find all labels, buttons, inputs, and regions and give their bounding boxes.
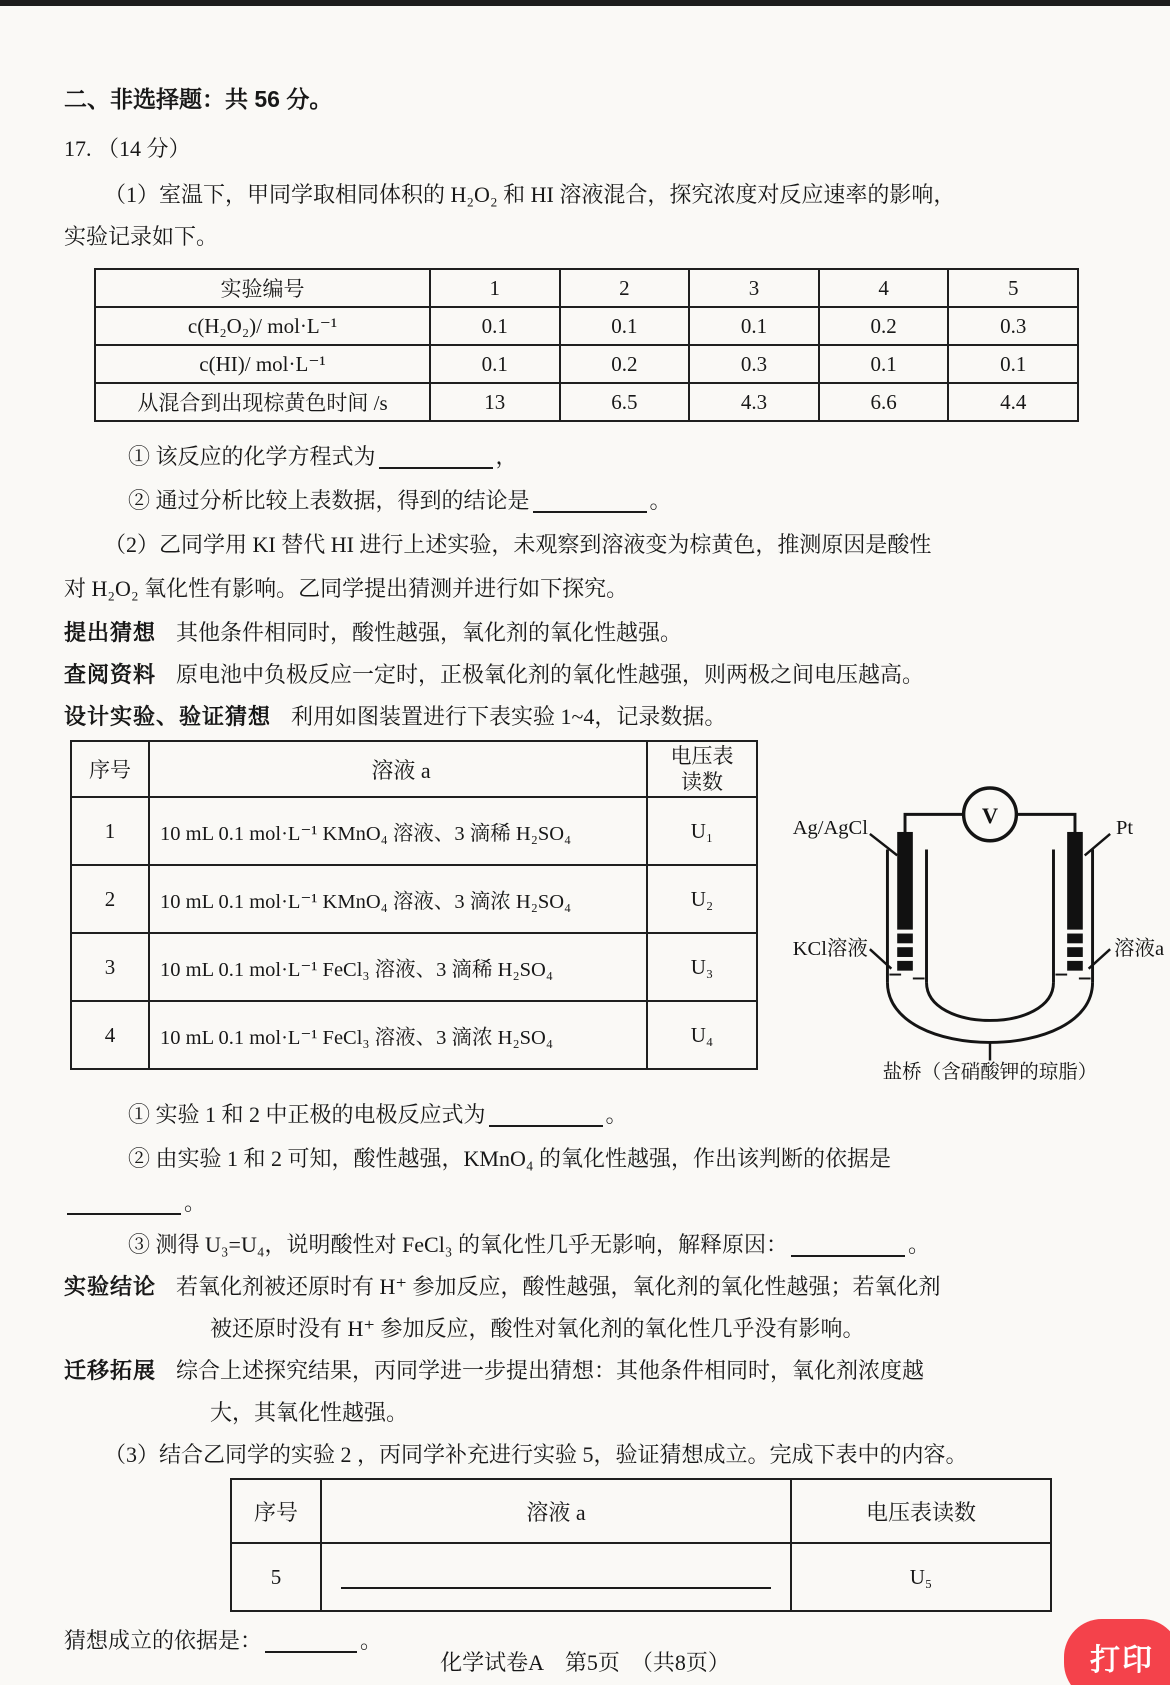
scan-top-edge bbox=[0, 0, 1170, 6]
table-row bbox=[95, 345, 1078, 383]
table-header-cell: 5 bbox=[948, 269, 1078, 307]
table-row bbox=[231, 1479, 1051, 1543]
table-cell: 0.3 bbox=[948, 307, 1078, 345]
table-row bbox=[71, 933, 757, 1001]
reference-label: 查阅资料 bbox=[64, 662, 157, 687]
table-cell: 0.3 bbox=[689, 345, 819, 383]
salt-bridge-inner bbox=[927, 982, 1054, 1020]
left-wire bbox=[905, 814, 965, 837]
table-cell: c(H₂O₂)/ mol·L⁻¹ bbox=[95, 307, 430, 345]
table-cell: 6.6 bbox=[819, 383, 949, 421]
right-wire bbox=[1015, 814, 1075, 837]
transfer-line2: 大，其氧化性越强。 bbox=[210, 1400, 409, 1425]
utube-apparatus-diagram bbox=[780, 744, 1170, 1084]
answer-blank bbox=[489, 1102, 603, 1127]
table-cell: 0.2 bbox=[560, 345, 690, 383]
table-cell: 0.1 bbox=[948, 345, 1078, 383]
table-cell: 4.3 bbox=[689, 383, 819, 421]
section-heading: 二、非选择题：共 56 分。 bbox=[64, 86, 333, 112]
salt-bridge-label: 盐桥（含硝酸钾的琼脂） bbox=[882, 1062, 1098, 1084]
table-header-cell: 电压表读数 bbox=[791, 1479, 1051, 1543]
design-label: 设计实验、验证猜想 bbox=[64, 704, 272, 729]
table-header-cell: 电压表 读数 bbox=[647, 741, 757, 797]
left-solution-label: KCl溶液 bbox=[792, 938, 868, 961]
table-cell: U₅ bbox=[791, 1543, 1051, 1611]
answer-blank bbox=[67, 1190, 181, 1215]
part1-question-2: ② 通过分析比较上表数据，得到的结论是 。 bbox=[128, 488, 672, 513]
answer-blank bbox=[341, 1564, 771, 1588]
conclusion-label: 实验结论 bbox=[64, 1274, 157, 1299]
experiment5-table bbox=[230, 1478, 1052, 1612]
reference-line: 查阅资料 原电池中负极反应一定时，正极氧化剂的氧化性越强，则两极之间电压越高。 bbox=[64, 662, 925, 687]
table-cell: U₄ bbox=[647, 1001, 757, 1069]
table-row bbox=[231, 1543, 1051, 1611]
experiment-and-diagram bbox=[70, 740, 1165, 1084]
table-cell: 0.1 bbox=[560, 307, 690, 345]
table-cell: 0.1 bbox=[430, 345, 560, 383]
table-header-cell: 实验编号 bbox=[95, 269, 430, 307]
conclusion-line1: 实验结论 若氧化剂被还原时有 H⁺ 参加反应，酸性越强，氧化剂的氧化性越强；若氧化剂 bbox=[64, 1274, 941, 1299]
transfer-line1: 迁移拓展 综合上述探究结果，丙同学进一步提出猜想：其他条件相同时，氧化剂浓度越 bbox=[64, 1358, 925, 1383]
table-cell: 4 bbox=[71, 1001, 149, 1069]
voltage-experiment-table bbox=[70, 740, 758, 1070]
left-electrode-label: Ag/AgCl bbox=[792, 816, 868, 839]
transfer-label: 迁移拓展 bbox=[64, 1358, 157, 1383]
table-row bbox=[95, 269, 1078, 307]
design-line: 设计实验、验证猜想 利用如图装置进行下表实验 1~4，记录数据。 bbox=[64, 704, 727, 729]
table-cell: U₁ bbox=[647, 797, 757, 865]
part1-question-1: ① 该反应的化学方程式为 ， bbox=[128, 444, 518, 469]
part1-intro-line1: （1）室温下，甲同学取相同体积的 H₂O₂ 和 HI 溶液混合，探究浓度对反应速率的影响， bbox=[104, 182, 956, 207]
table-cell: U₂ bbox=[647, 865, 757, 933]
table-row bbox=[71, 797, 757, 865]
table-cell: 4.4 bbox=[948, 383, 1078, 421]
table-cell: 1 bbox=[71, 797, 149, 865]
table-header-cell: 序号 bbox=[231, 1479, 321, 1543]
table-row bbox=[71, 865, 757, 933]
table-cell: 10 mL 0.1 mol·L⁻¹ FeCl₃ 溶液、3 滴稀 H₂SO₄ bbox=[149, 933, 647, 1001]
table-cell: 10 mL 0.1 mol·L⁻¹ FeCl₃ 溶液、3 滴浓 H₂SO₄ bbox=[149, 1001, 647, 1069]
part1-intro-line2: 实验记录如下。 bbox=[64, 224, 219, 249]
right-electrode-label: Pt bbox=[1116, 816, 1134, 839]
table-cell: 6.5 bbox=[560, 383, 690, 421]
part2-question-1: ① 实验 1 和 2 中正极的电极反应式为 。 bbox=[128, 1102, 628, 1127]
page-content bbox=[64, 84, 1165, 1656]
question-number: 17. （14 分） bbox=[64, 136, 191, 161]
table-header-cell: 1 bbox=[430, 269, 560, 307]
table-header-cell: 序号 bbox=[71, 741, 149, 797]
print-button[interactable]: 打印 bbox=[1064, 1619, 1170, 1685]
table-cell: c(HI)/ mol·L⁻¹ bbox=[95, 345, 430, 383]
table-cell: 2 bbox=[71, 865, 149, 933]
table-cell: 3 bbox=[71, 933, 149, 1001]
table-cell: 0.1 bbox=[819, 345, 949, 383]
part2-intro-line2: 对 H₂O₂ 氧化性有影响。乙同学提出猜测并进行如下探究。 bbox=[64, 576, 629, 601]
table-row bbox=[71, 1001, 757, 1069]
part2-intro-line1: （2）乙同学用 KI 替代 HI 进行上述实验，未观察到溶液变为棕黄色，推测原因是酸性 bbox=[104, 532, 932, 557]
salt-bridge-outer bbox=[887, 982, 1092, 1042]
answer-blank bbox=[791, 1232, 905, 1257]
table-cell: 5 bbox=[231, 1543, 321, 1611]
right-electrode-bar bbox=[1067, 832, 1083, 930]
guess-line: 提出猜想 其他条件相同时，酸性越强，氧化剂的氧化性越强。 bbox=[64, 620, 683, 645]
table-header-cell: 溶液 a bbox=[321, 1479, 791, 1543]
right-solution-label: 溶液a bbox=[1114, 938, 1165, 961]
page-footer: 化学试卷A 第5页 （共8页） bbox=[440, 1650, 730, 1675]
part2-question-2-continuation: 。 bbox=[64, 1188, 1114, 1218]
table-cell: 从混合到出现棕黄色时间 /s bbox=[95, 383, 430, 421]
concentration-experiment-table bbox=[94, 268, 1079, 422]
table-row bbox=[95, 307, 1078, 345]
table-cell: 0.2 bbox=[819, 307, 949, 345]
table-cell: 10 mL 0.1 mol·L⁻¹ KMnO₄ 溶液、3 滴浓 H₂SO₄ bbox=[149, 865, 647, 933]
table-row bbox=[95, 383, 1078, 421]
table-header-cell: 2 bbox=[560, 269, 690, 307]
table-cell: 13 bbox=[430, 383, 560, 421]
table-header-cell: 3 bbox=[689, 269, 819, 307]
voltmeter-label: V bbox=[981, 803, 999, 829]
table-row bbox=[71, 741, 757, 797]
part2-question-2: ② 由实验 1 和 2 可知，酸性越强，KMnO₄ 的氧化性越强，作出该判断的依据是 bbox=[128, 1146, 892, 1171]
answer-blank bbox=[379, 444, 493, 469]
basis-line: 猜想成立的依据是： 。 bbox=[64, 1628, 383, 1653]
table-cell: 0.1 bbox=[689, 307, 819, 345]
answer-blank bbox=[533, 488, 647, 513]
table-cell: U₃ bbox=[647, 933, 757, 1001]
guess-label: 提出猜想 bbox=[64, 620, 157, 645]
part3-intro: （3）结合乙同学的实验 2 ，丙同学补充进行实验 5，验证猜想成立。完成下表中的内容。 bbox=[104, 1442, 968, 1467]
part2-question-3: ③ 测得 U₃=U₄，说明酸性对 FeCl₃ 的氧化性几乎无影响，解释原因： 。 bbox=[128, 1232, 930, 1257]
table-cell: 0.1 bbox=[430, 307, 560, 345]
left-electrode-bar bbox=[897, 832, 913, 930]
table-header-cell: 溶液 a bbox=[149, 741, 647, 797]
table-cell: 10 mL 0.1 mol·L⁻¹ KMnO₄ 溶液、3 滴稀 H₂SO₄ bbox=[149, 797, 647, 865]
table-header-cell: 4 bbox=[819, 269, 949, 307]
conclusion-line2: 被还原时没有 H⁺ 参加反应，酸性对氧化剂的氧化性几乎没有影响。 bbox=[210, 1316, 865, 1341]
table-cell bbox=[321, 1543, 791, 1611]
